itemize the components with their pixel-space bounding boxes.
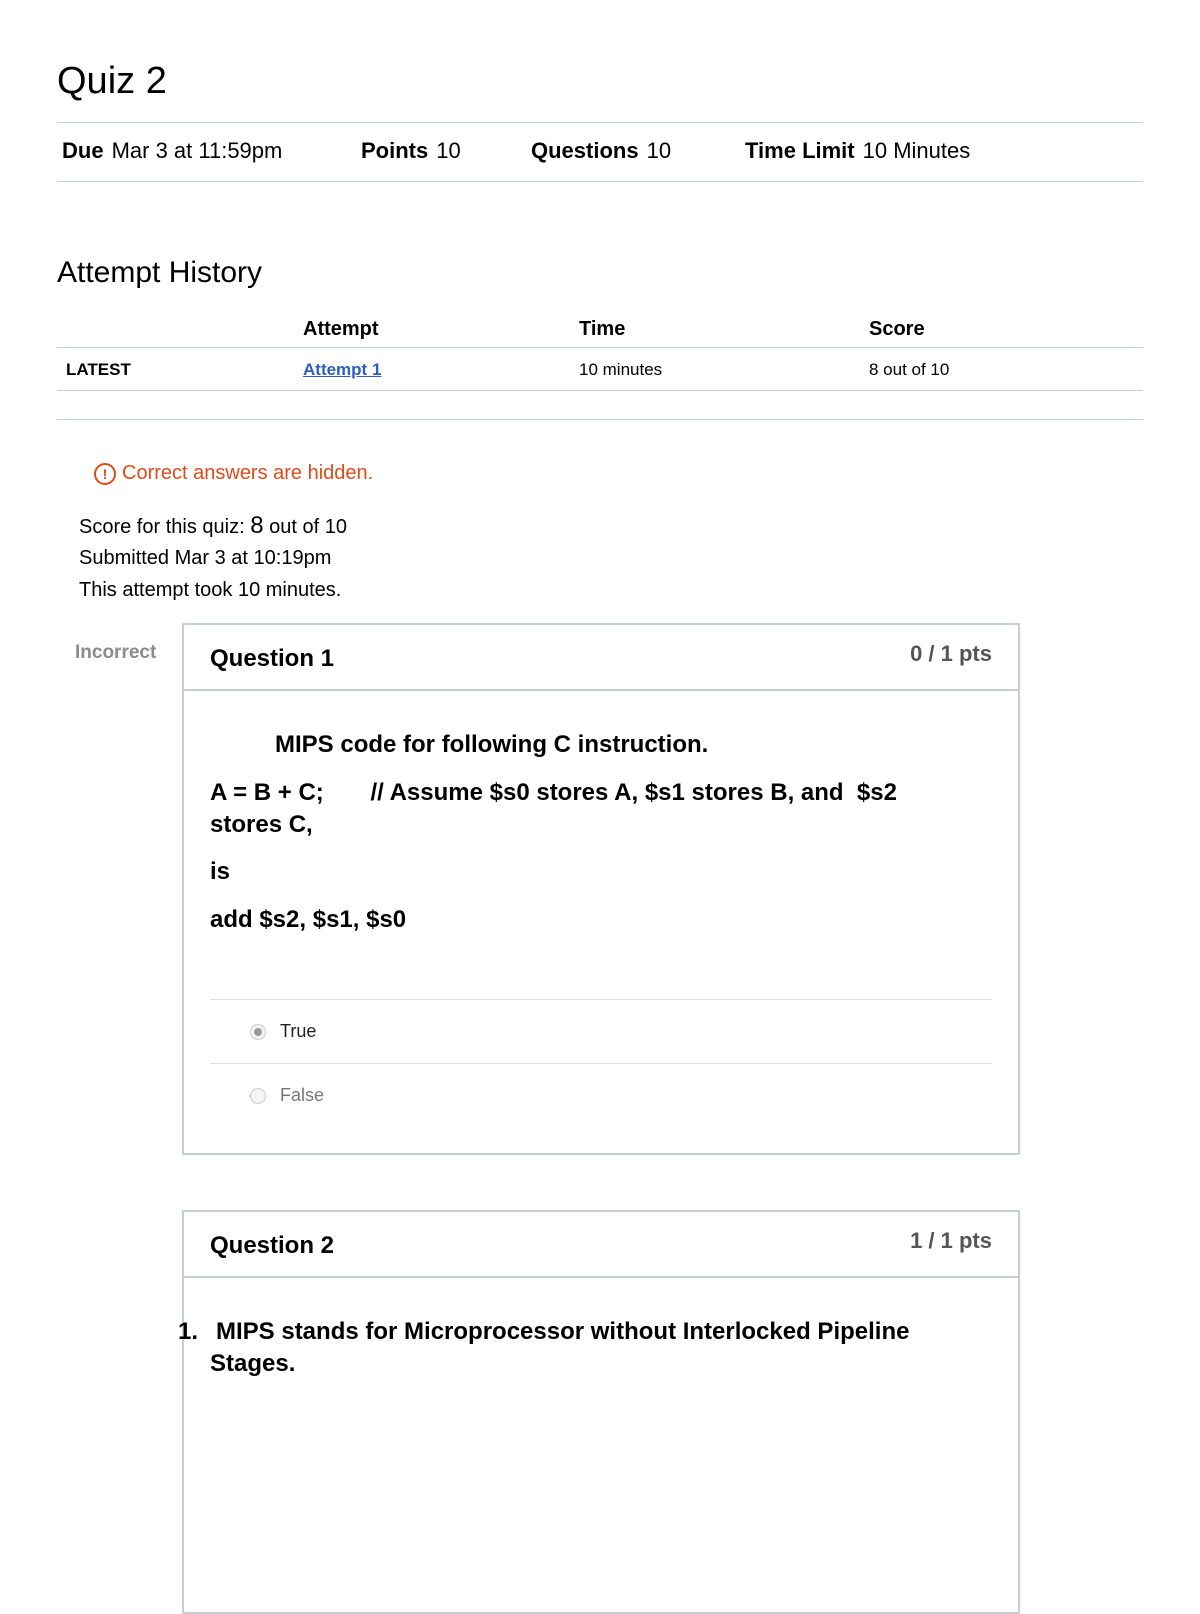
radio-selected-icon[interactable]	[250, 1024, 266, 1040]
page-title: Quiz 2	[57, 60, 167, 102]
question-header	[184, 625, 1018, 691]
time-limit-value: 10 Minutes	[862, 138, 971, 163]
score-summary	[79, 512, 347, 540]
question-header	[184, 1212, 1018, 1278]
attempt-duration: This attempt took 10 minutes.	[79, 579, 342, 601]
column-header-attempt: Attempt	[303, 318, 379, 340]
attempt-link[interactable]: Attempt 1	[303, 360, 382, 379]
question-points: 1 / 1 pts	[910, 1228, 992, 1253]
question-text-line: MIPS stands for Microprocessor without Interlocked Pipeline	[216, 1318, 910, 1345]
answers-divider	[210, 1063, 992, 1064]
table-divider	[57, 347, 1143, 348]
answer-option-false[interactable]	[250, 1085, 324, 1106]
score-value: 8	[250, 512, 264, 539]
alert-circle-icon: !	[94, 463, 116, 485]
questions-info	[531, 138, 671, 164]
column-header-score: Score	[869, 318, 925, 340]
due-label: Due	[62, 138, 104, 163]
due-info	[62, 138, 282, 164]
radio-unselected-icon[interactable]	[250, 1088, 266, 1104]
attempt-score: 8 out of 10	[869, 360, 950, 379]
notice-text: Correct answers are hidden.	[122, 462, 374, 484]
questions-label: Questions	[531, 138, 639, 163]
divider	[57, 122, 1143, 123]
question-title: Question 2	[210, 1232, 335, 1259]
score-prefix: Score for this quiz:	[79, 516, 245, 538]
question-text-line: A = B + C; // Assume $s0 stores A, $s1 stores B, and $s2	[210, 779, 897, 806]
points-info	[361, 138, 461, 164]
questions-value: 10	[646, 138, 672, 163]
time-limit-label: Time Limit	[745, 138, 855, 163]
score-suffix: out of 10	[269, 516, 347, 538]
time-limit-info	[745, 138, 970, 164]
question-text-line: MIPS code for following C instruction.	[275, 731, 709, 758]
question-card	[182, 623, 1020, 1155]
submitted-time: Submitted Mar 3 at 10:19pm	[79, 547, 332, 569]
latest-tag: LATEST	[66, 360, 131, 379]
answer-option-true[interactable]	[250, 1021, 316, 1042]
points-label: Points	[361, 138, 429, 163]
divider	[57, 419, 1143, 420]
list-number: 1.	[178, 1318, 199, 1345]
question-text-line: stores C,	[210, 811, 313, 838]
question-title: Question 1	[210, 645, 335, 672]
question-card	[178, 1210, 1020, 1614]
question-text-line: is	[210, 858, 231, 885]
table-divider	[57, 390, 1143, 391]
answer-label: False	[280, 1085, 325, 1105]
attempt-time: 10 minutes	[579, 360, 663, 379]
column-header-time: Time	[579, 318, 626, 340]
answer-label: True	[280, 1021, 317, 1041]
question-status-label: Incorrect	[75, 642, 157, 663]
question-points: 0 / 1 pts	[910, 641, 992, 666]
divider	[57, 181, 1143, 182]
attempt-history-title: Attempt History	[57, 256, 263, 289]
answers-hidden-notice	[94, 462, 373, 485]
points-value: 10	[436, 138, 461, 163]
due-value: Mar 3 at 11:59pm	[111, 138, 283, 163]
question-text-line: Stages.	[210, 1350, 296, 1377]
question-text-line: add $s2, $s1, $s0	[210, 906, 407, 933]
answers-divider	[210, 999, 992, 1000]
